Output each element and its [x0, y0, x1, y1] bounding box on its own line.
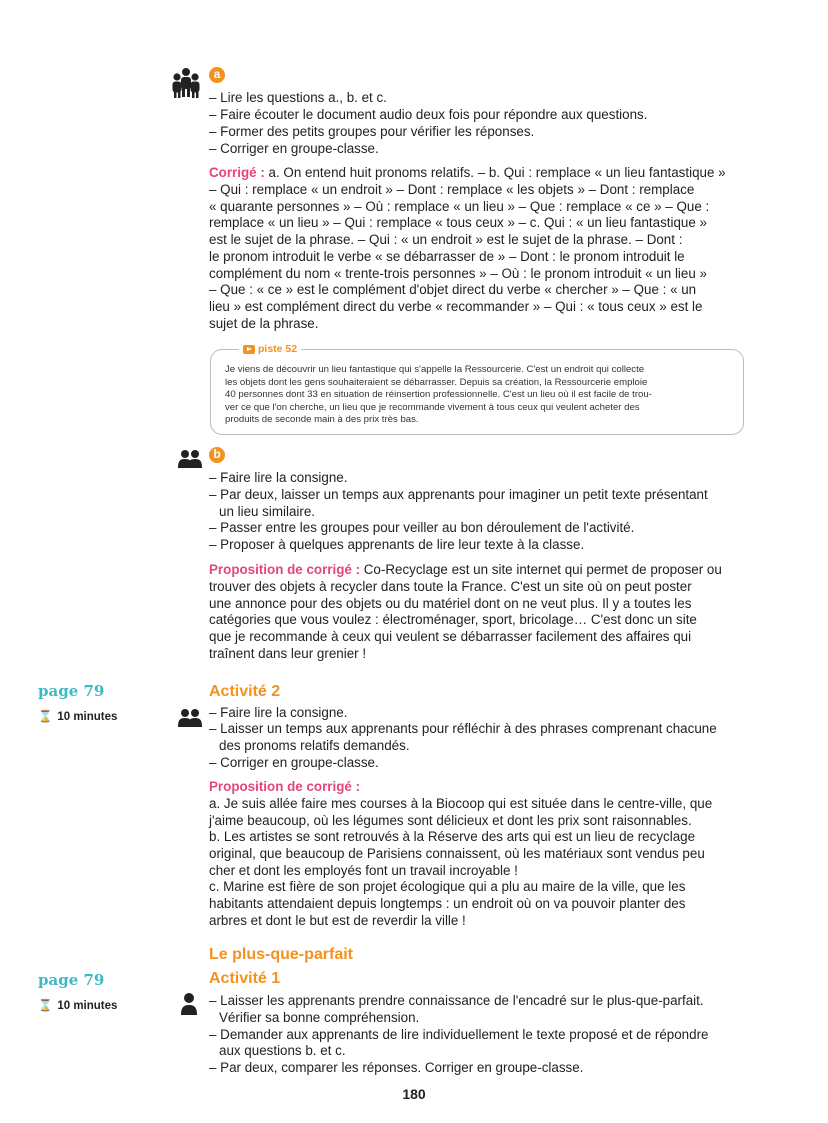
correction-line: lieu » est complément direct du verbe « recommander » – Qui : « tous ceux » est le [209, 299, 703, 314]
page-reference: page 79 [38, 971, 105, 989]
answer-line: c. Marine est fière de son projet écologique qui a plu au maire de la ville, que les [209, 879, 686, 894]
play-icon[interactable] [243, 345, 255, 354]
correction-line: – Que : « ce » est le complément d'objet direct du verbe « chercher » – Que : « un [209, 282, 697, 297]
correction-line: remplace « un lieu » – Qui : remplace « tous ceux » – c. Qui : « un lieu fantastique » [209, 215, 707, 230]
correction-line: « quarante personnes » – Où : remplace « un lieu » – Que : remplace « ce » – Que : [209, 199, 710, 214]
step-line: Vérifier sa bonne compréhension. [219, 1010, 420, 1025]
step-line: – Laisser un temps aux apprenants pour réfléchir à des phrases comprenant chacune [209, 721, 717, 736]
individual-icon [180, 992, 198, 1016]
step-line: des pronoms relatifs demandés. [219, 738, 410, 753]
answer-line: cher et dont les employés font un travail incroyable ! [209, 863, 518, 878]
hourglass-icon: ⌛ [38, 1000, 53, 1012]
step-line: – Corriger en groupe-classe. [209, 755, 379, 770]
step-line: – Faire lire la consigne. [209, 705, 348, 720]
answer-line: j'aime beaucoup, où les légumes sont délicieux et dont les prix sont raisonnables. [209, 813, 692, 828]
transcript-line: ver ce que l'on cherche, un lieu que je recommande vivement à tous ceux qui veulent acheter des [225, 402, 640, 413]
correction-line: complément du nom « trente-trois personnes » – Où : le pronom introduit « un lieu » [209, 266, 707, 281]
hourglass-icon: ⌛ [38, 711, 53, 723]
step-line: – Former des petits groupes pour vérifier les réponses. [209, 124, 535, 139]
proposal-text: Co-Recyclage est un site internet qui permet de proposer ou [363, 562, 722, 577]
correction-line: – Qui : remplace « un endroit » – Dont : remplace « les objets » – Dont : remplace [209, 182, 695, 197]
step-line: – Proposer à quelques apprenants de lire leur texte à la classe. [209, 537, 585, 552]
activity-title: Activité 1 [209, 970, 281, 987]
step-line: – Corriger en groupe-classe. [209, 141, 379, 156]
correction-line: sujet de la phrase. [209, 316, 319, 331]
proposal-label: Proposition de corrigé : [209, 562, 361, 577]
step-line: – Faire écouter le document audio deux fois pour répondre aux questions. [209, 107, 648, 122]
step-line: – Passer entre les groupes pour veiller au bon déroulement de l'activité. [209, 520, 635, 535]
step-line: aux questions b. et c. [219, 1043, 346, 1058]
correction-text: a. On entend huit pronoms relatifs. – b. Qui : remplace « un lieu fantastique » [268, 165, 726, 180]
step-line: – Par deux, laisser un temps aux apprenants pour imaginer un petit texte présentant [209, 487, 708, 502]
activity-title: Activité 2 [209, 683, 281, 700]
answer-line: habitants attendaient depuis longtemps : un endroit où on va pouvoir planter des [209, 896, 686, 911]
step-line: – Lire les questions a., b. et c. [209, 90, 387, 105]
answer-line: original, que beaucoup de Parisiens connaissent, où les matériaux sont vendus peu [209, 846, 705, 861]
transcript-line: produits de seconde main à des prix très bas. [225, 414, 419, 425]
proposal-line [209, 561, 722, 578]
proposal-line: une annonce pour des objets ou du matériel dont on ne veut plus. Il y a toutes les [209, 596, 692, 611]
step-line: – Laisser les apprenants prendre connaissance de l'encadré sur le plus-que-parfait. [209, 993, 704, 1008]
step-line: – Par deux, comparer les réponses. Corriger en groupe-classe. [209, 1060, 584, 1075]
duration-label: ⌛ 10 minutes [38, 711, 118, 723]
answer-line: a. Je suis allée faire mes courses à la Biocoop qui est située dans le centre-ville, que [209, 796, 713, 811]
group-icon [171, 67, 201, 99]
proposal-line: trouver des objets à recycler dans toute la France. C'est un site où on peut poster [209, 579, 692, 594]
audio-track-label[interactable]: piste 52 [239, 342, 301, 356]
page-number: 180 [402, 1086, 426, 1102]
transcript-line: Je viens de découvrir un lieu fantastique qui s'appelle la Ressourcerie. C'est un endroit qui collecte [225, 364, 645, 375]
proposal-line: que je recommande à ceux qui veulent se débarrasser facilement des affaires qui [209, 629, 692, 644]
correction-line: le pronom introduit le verbe « se débarrasser de » – Dont : le pronom introduit le [209, 249, 685, 264]
proposal-line: catégories que vous voulez : électroménager, sport, bricolage… C'est donc un site [209, 612, 697, 627]
answer-line: arbres et dont le but est de reverdir la ville ! [209, 913, 466, 928]
page-reference: page 79 [38, 682, 105, 700]
section-heading: Le plus-que-parfait [209, 946, 354, 963]
step-line: – Demander aux apprenants de lire individuellement le texte proposé et de répondre [209, 1027, 709, 1042]
correction-line: est le sujet de la phrase. – Qui : « un endroit » est le sujet de la phrase. – Dont : [209, 232, 683, 247]
step-line: un lieu similaire. [219, 504, 316, 519]
transcript-line: les objets dont les gens souhaiteraient se débarrasser. Depuis sa création, la Ressourcerie emploie [225, 377, 648, 388]
correction-line [209, 164, 726, 181]
answer-line: b. Les artistes se sont retrouvés à la Réserve des arts qui est un lieu de recyclage [209, 829, 696, 844]
duration-label: ⌛ 10 minutes [38, 1000, 118, 1012]
proposal-label: Proposition de corrigé : [209, 779, 361, 794]
section-b-badge: b [209, 447, 225, 463]
pair-icon [177, 449, 203, 469]
step-line: – Faire lire la consigne. [209, 470, 348, 485]
section-a-badge: a [209, 67, 225, 83]
pair-icon [177, 708, 203, 728]
transcript-line: 40 personnes dont 33 en situation de réinsertion professionnelle. C'est un lieu où il est facile de trou- [225, 389, 652, 400]
correction-label: Corrigé : [209, 165, 265, 180]
proposal-line: traînent dans leur grenier ! [209, 646, 367, 661]
